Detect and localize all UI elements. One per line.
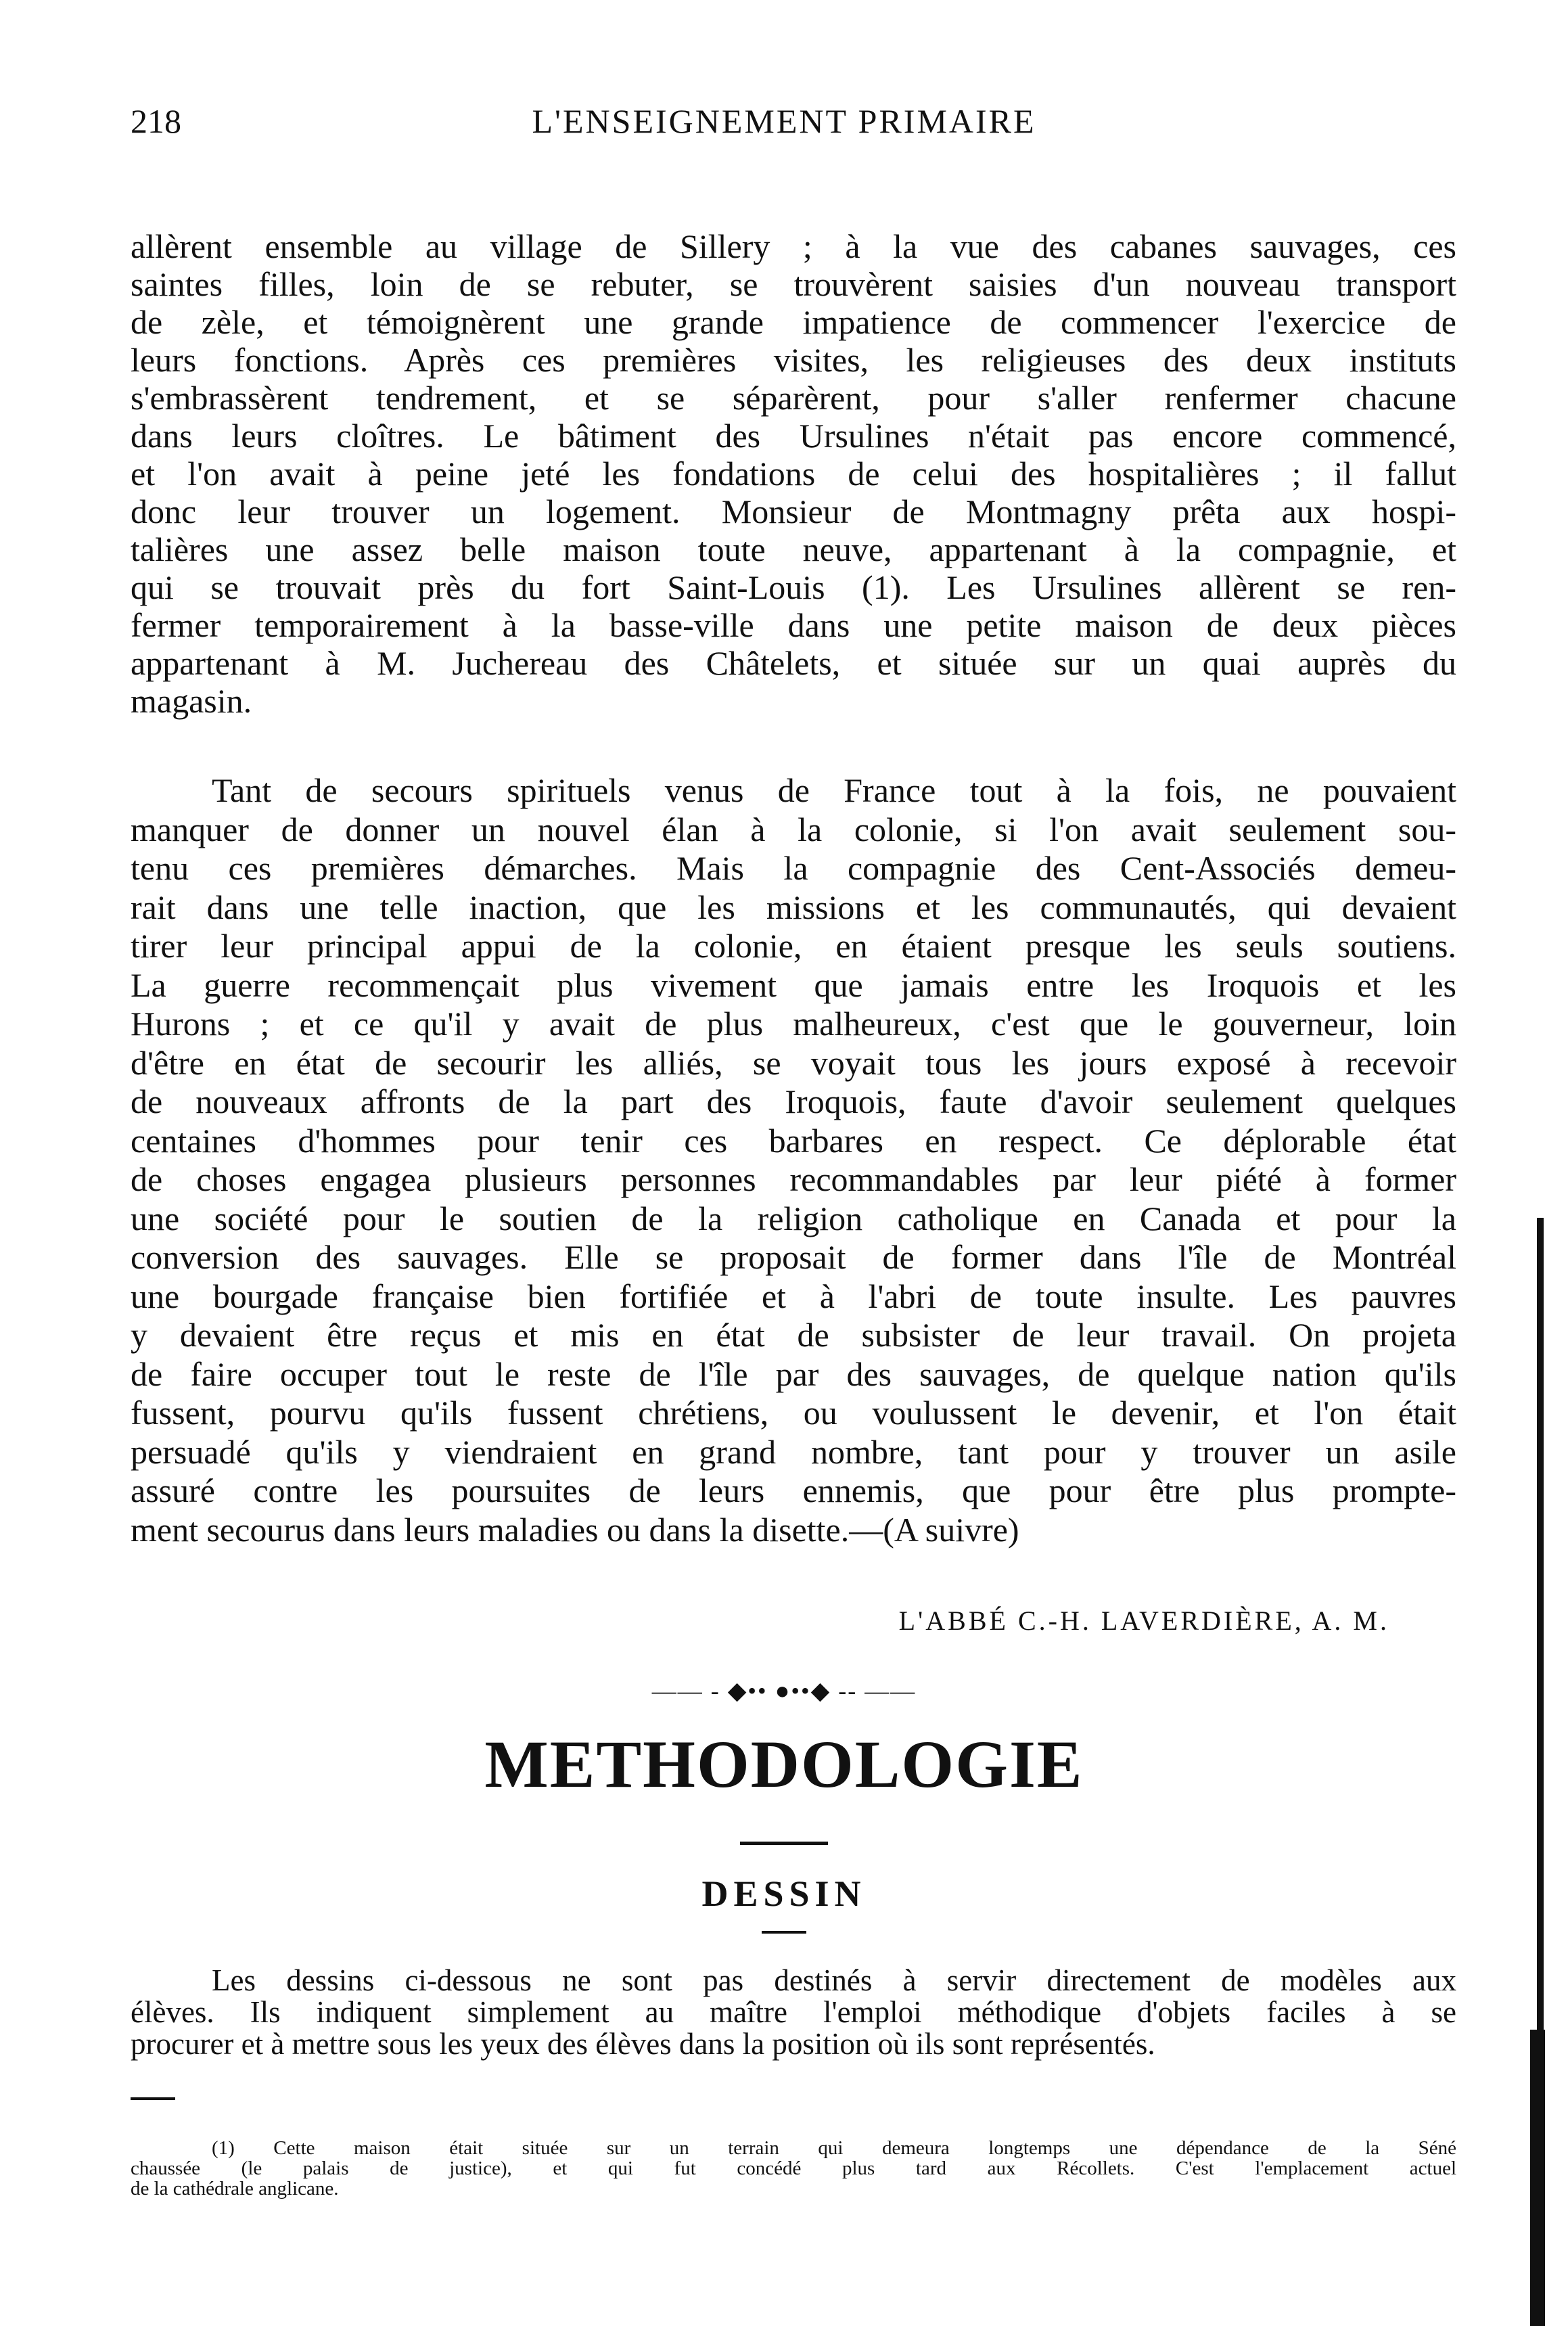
page-number: 218 <box>131 102 181 140</box>
text-line: Les dessins ci-dessous ne sont pas destinés à servir directement de modèles aux <box>212 1963 1456 1997</box>
paragraph-1 <box>131 227 1456 720</box>
scan-edge-bar-thick <box>1530 2030 1545 2326</box>
footnote-rule <box>131 2097 175 2100</box>
text-line: talières une assez belle maison toute neuve, appartenant à la compagnie, et <box>131 530 1456 568</box>
text-line: procurer et à mettre sous les yeux des élèves dans la position où ils sont représentés. <box>131 2027 1155 2061</box>
author-signature: L'ABBÉ C.-H. LAVERDIÈRE, A. M. <box>898 1605 1389 1636</box>
text-line: tenu ces premières démarches. Mais la compagnie des Cent-Associés demeu- <box>131 849 1456 887</box>
text-line: élèves. Ils indiquent simplement au maître l'emploi méthodique d'objets faciles à se <box>131 1995 1456 2029</box>
text-line: rait dans une telle inaction, que les missions et les communautés, qui devaient <box>131 888 1456 926</box>
text-line: conversion des sauvages. Elle se proposait de former dans l'île de Montréal <box>131 1238 1456 1276</box>
text-line: persuadé qu'ils y viendraient en grand nombre, tant pour y trouver un asile <box>131 1432 1456 1471</box>
text-line: fussent, pourvu qu'ils fussent chrétiens, ou voulussent le devenir, et l'on était <box>131 1394 1456 1432</box>
text-line: manquer de donner un nouvel élan à la colonie, si l'on avait seulement sou- <box>131 810 1456 848</box>
text-line: assuré contre les poursuites de leurs ennemis, que pour être plus prompte- <box>131 1472 1456 1509</box>
text-line: (1) Cette maison était située sur un terrain qui demeura longtemps une dépendance de la Séné <box>212 2137 1456 2159</box>
subtitle-rule <box>762 1931 806 1934</box>
paragraph-2 <box>131 771 1456 1549</box>
text-line: appartenant à M. Juchereau des Châtelets, et située sur un quai auprès du <box>131 644 1456 682</box>
text-line: tirer leur principal appui de la colonie, en étaient presque les seuls soutiens. <box>131 927 1456 965</box>
text-line: de nouveaux affronts de la part des Iroquois, faute d'avoir seulement quelques <box>131 1082 1456 1120</box>
text-line: Tant de secours spirituels venus de France tout à la fois, ne pouvaient <box>212 771 1456 809</box>
text-line: et l'on avait à peine jeté les fondations de celui des hospitalières ; il fallut <box>131 455 1456 493</box>
text-line: s'embrassèrent tendrement, et se séparèrent, pour s'aller renfermer chacune <box>131 379 1456 417</box>
footnote <box>131 2138 1456 2199</box>
text-line: de faire occuper tout le reste de l'île par des sauvages, de quelque nation qu'ils <box>131 1354 1456 1393</box>
text-line: d'être en état de secourir les alliés, se voyait tous les jours exposé à recevoir <box>131 1043 1456 1082</box>
text-line: y devaient être reçus et mis en état de subsister de leur travail. On projeta <box>131 1316 1456 1354</box>
text-line: dans leurs cloîtres. Le bâtiment des Ursulines n'était pas encore commencé, <box>131 417 1456 455</box>
section-title: METHODOLOGIE <box>484 1727 1084 1802</box>
text-line: ment secourus dans leurs maladies ou dans la disette.—(A suivre) <box>131 1510 1019 1549</box>
text-line: La guerre recommençait plus vivement que jamais entre les Iroquois et les <box>131 965 1456 1004</box>
text-line: donc leur trouver un logement. Monsieur de Montmagny prêta aux hospi- <box>131 493 1456 530</box>
text-line: allèrent ensemble au village de Sillery ; à la vue des cabanes sauvages, ces <box>131 227 1456 265</box>
text-line: fermer temporairement à la basse-ville dans une petite maison de deux pièces <box>131 606 1456 644</box>
text-line: leurs fonctions. Après ces premières visites, les religieuses des deux instituts <box>131 341 1456 379</box>
text-line: une société pour le soutien de la religion catholique en Canada et pour la <box>131 1199 1456 1237</box>
paragraph-3 <box>131 1965 1456 2060</box>
text-line: de la cathédrale anglicane. <box>131 2178 339 2199</box>
text-line: une bourgade française bien fortifiée et à l'abri de toute insulte. Les pauvres <box>131 1277 1456 1315</box>
running-title: L'ENSEIGNEMENT PRIMAIRE <box>532 102 1036 140</box>
title-rule <box>740 1842 828 1845</box>
text-line: Hurons ; et ce qu'il y avait de plus malheureux, c'est que le gouverneur, loin <box>131 1005 1456 1043</box>
text-line: chaussée (le palais de justice), et qui fut concédé plus tard aux Récollets. C'est l'emplacement actuel <box>131 2158 1456 2179</box>
text-line: de choses engagea plusieurs personnes recommandables par leur piété à former <box>131 1160 1456 1198</box>
text-line: centaines d'hommes pour tenir ces barbares en respect. Ce déplorable état <box>131 1121 1456 1160</box>
text-line: de zèle, et témoignèrent une grande impatience de commencer l'exercice de <box>131 303 1456 341</box>
text-line: qui se trouvait près du fort Saint-Louis (1). Les Ursulines allèrent se ren- <box>131 568 1456 606</box>
ornamental-divider: —— - ◆•• ●••◆ -- —— <box>651 1677 917 1704</box>
text-line: magasin. <box>131 682 252 720</box>
subsection-title: DESSIN <box>701 1873 867 1914</box>
text-line: saintes filles, loin de se rebuter, se trouvèrent saisies d'un nouveau transport <box>131 265 1456 303</box>
